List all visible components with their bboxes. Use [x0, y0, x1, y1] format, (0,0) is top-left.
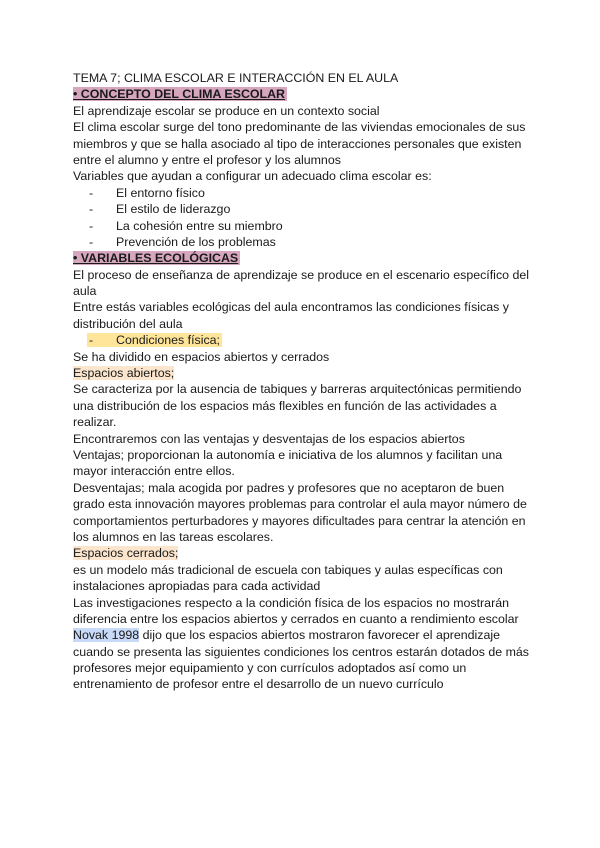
paragraph-line: una distribución de los espacios más flexibles en función de las actividades a [73, 398, 497, 413]
paragraph-line: Entre estás variables ecológicas del aula encontramos las condiciones físicas y [73, 300, 509, 315]
paragraph-line: es un modelo más tradicional de escuela con tabiques y aulas específicas con [73, 562, 503, 577]
list-item [73, 218, 543, 234]
paragraph-line: aula [73, 284, 97, 299]
paragraph-line: entre el alumno y entre el profesor y los alumnos [73, 152, 341, 167]
paragraph: Se ha dividido en espacios abiertos y cerrados [73, 349, 330, 364]
paragraph-line: cuando se presenta las siguientes condiciones los centros estarán dotados de más [73, 644, 529, 659]
document-title: TEMA 7; CLIMA ESCOLAR E INTERACCIÓN EN EL AULA [73, 71, 399, 85]
paragraph-line: realizar. [73, 415, 117, 430]
list-item-text: Prevención de los problemas [116, 234, 276, 249]
dash-bullet: - [89, 202, 94, 217]
list-item [73, 201, 543, 217]
list-item-text: El entorno físico [116, 185, 205, 200]
paragraph-line: miembros y que se halla asociado al tipo de interacciones personales que existen [73, 136, 522, 151]
label-espacios-cerrados: Espacios cerrados; [73, 546, 179, 561]
dash-bullet: - [89, 333, 94, 348]
paragraph-line: Las investigaciones respecto a la condición física de los espacios no mostrarán [73, 595, 509, 610]
list-item-text: La cohesión entre su miembro [116, 218, 283, 233]
paragraph-line: instalaciones apropiadas para cada actividad [73, 579, 321, 594]
section-heading-variables: • VARIABLES ECOLÓGICAS [73, 251, 239, 266]
paragraph-line: profesores mejor equipamiento y con currículos adoptados así como un [73, 661, 467, 676]
list-item [73, 185, 543, 201]
paragraph-line: grado esta innovación mayores problemas para controlar el aula mayor número de [73, 497, 527, 512]
paragraph-line: los alumnos en las tareas escolares. [73, 529, 274, 544]
dash-bullet: - [89, 185, 94, 200]
paragraph-line: Se caracteriza por la ausencia de tabiques y barreras arquitectónicas permitiendo [73, 382, 522, 397]
dash-bullet: - [89, 234, 94, 249]
paragraph-line: mayor interacción entre ellos. [73, 464, 235, 479]
paragraph-text: dijo que los espacios abiertos mostraron favorecer el aprendizaje [139, 628, 501, 643]
paragraph: El aprendizaje escolar se produce en un contexto social [73, 103, 380, 118]
paragraph-line: El proceso de enseñanza de aprendizaje se produce en el escenario específico del [73, 267, 530, 282]
paragraph-line: Ventajas; proporcionan la autonomía e iniciativa de los alumnos y facilitan una [73, 447, 503, 462]
list-item-text: El estilo de liderazgo [116, 202, 231, 217]
document-page [73, 70, 543, 693]
list-item-highlighted [73, 332, 543, 348]
list-item-text: Condiciones física; [116, 333, 220, 348]
list-item [73, 234, 543, 250]
section-heading-concepto: • CONCEPTO DEL CLIMA ESCOLAR [73, 87, 286, 102]
label-espacios-abiertos: Espacios abiertos; [73, 366, 175, 381]
paragraph-line: entrenamiento de profesor entre el desarrollo de un nuevo currículo [73, 677, 444, 692]
paragraph-line: El clima escolar surge del tono predominante de las viviendas emocionales de sus [73, 120, 526, 135]
paragraph-line: diferencia entre los espacios abiertos y cerrados en cuanto a rendimiento escolar [73, 611, 519, 626]
paragraph-line: comportamientos perturbadores y mayores dificultades para centrar la atención en [73, 513, 526, 528]
paragraph: Encontraremos con las ventajas y desventajas de los espacios abiertos [73, 431, 465, 446]
paragraph: Variables que ayudan a configurar un adecuado clima escolar es: [73, 169, 432, 184]
dash-bullet: - [89, 218, 94, 233]
selected-text-novak[interactable]: Novak 1998 [73, 628, 140, 643]
paragraph-line: Desventajas; mala acogida por padres y profesores que no aceptaron de buen [73, 480, 505, 495]
paragraph-line [73, 627, 543, 643]
paragraph-line: distribución del aula [73, 316, 183, 331]
